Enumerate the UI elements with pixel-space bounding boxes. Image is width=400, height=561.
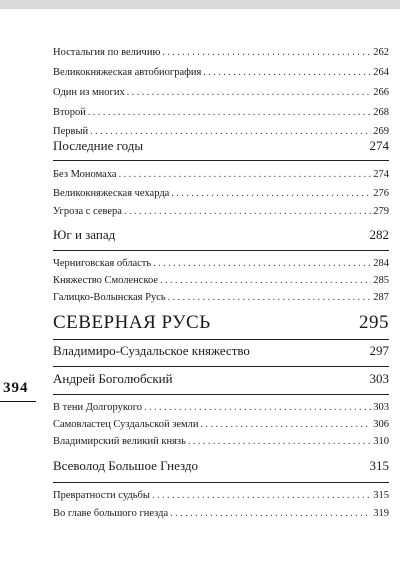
toc-entry-title: Владимирский великий князь [53,436,186,447]
toc-entry-page: 284 [373,258,389,269]
section-page: 297 [369,343,389,358]
toc-entry-title: Превратности судьбы [53,490,150,501]
toc-entry-title: Великокняжеская автобиография [53,67,202,78]
toc-entry[interactable] [53,86,389,100]
leader-dots [168,291,372,305]
leader-dots [144,401,371,415]
section-title: Последние годы [53,138,144,153]
leader-dots [153,257,371,271]
toc-entry-page: 279 [373,206,389,217]
page-number: 394 [3,380,29,396]
toc-entry-title: Во главе большого гнезда [53,508,169,519]
section-heading-south-west[interactable] [53,227,389,243]
toc-entry[interactable] [53,489,389,503]
toc-entry[interactable] [53,274,389,288]
toc-entry-page: 266 [373,87,389,98]
part-heading-north[interactable] [53,312,389,334]
toc-entry-page: 264 [373,67,389,78]
section-page: 282 [369,227,389,242]
section-title: Всеволод Большое Гнездо [53,458,199,473]
leader-dots [170,507,371,521]
toc-entry[interactable] [53,435,389,449]
toc-entry-page: 310 [373,436,389,447]
leader-dots [152,489,371,503]
leader-dots [88,106,371,120]
toc-entry[interactable] [53,125,389,139]
toc-entry-title: Черниговская область [53,258,152,269]
section-divider [53,160,389,161]
section-heading-andrei[interactable] [53,371,389,387]
toc-entry[interactable] [53,66,389,80]
section-page: 315 [369,458,389,473]
scan-edge [0,0,400,9]
toc-entry-title: Первый [53,126,89,137]
toc-entry-title: Без Мономаха [53,169,117,180]
toc-entry[interactable] [53,187,389,201]
toc-entry-title: Угроза с севера [53,206,122,217]
section-page: 274 [369,138,389,153]
toc-entry-page: 287 [373,292,389,303]
toc-entry-title: Великокняжеская чехарда [53,188,170,199]
toc-entry-page: 285 [373,275,389,286]
leader-dots [162,46,371,60]
toc-entry-page: 269 [373,126,389,137]
toc-entry[interactable] [53,106,389,120]
leader-dots [90,125,371,139]
part-page: 295 [359,312,389,333]
toc-entry[interactable] [53,205,389,219]
leader-dots [127,86,372,100]
toc-entry[interactable] [53,168,389,182]
section-divider [53,482,389,483]
toc-entry-title: Ностальгия по величию [53,47,161,58]
leader-dots [171,187,371,201]
toc-entry-title: Галицко-Волынская Русь [53,292,166,303]
toc-entry-title: В тени Долгорукого [53,402,143,413]
toc-entry[interactable] [53,46,389,60]
toc-entry-page: 306 [373,419,389,430]
toc-entry[interactable] [53,291,389,305]
leader-dots [188,435,371,449]
leader-dots [160,274,371,288]
toc-entry-page: 276 [373,188,389,199]
section-divider [53,250,389,251]
section-title: Юг и запад [53,227,116,242]
page-number-underline [0,401,36,402]
section-title: Владимиро-Суздальское княжество [53,343,250,358]
toc-entry[interactable] [53,257,389,271]
toc-entry-page: 262 [373,47,389,58]
toc-entry-title: Второй [53,107,86,118]
section-heading-vsevolod[interactable] [53,458,389,474]
section-page: 303 [369,371,389,386]
section-heading-vladimir[interactable] [53,343,389,359]
toc-entry-page: 315 [373,490,389,501]
toc-entry-page: 319 [373,508,389,519]
toc-entry-page: 274 [373,169,389,180]
leader-dots [203,66,371,80]
toc-entry-title: Самовластец Суздальской земли [53,419,199,430]
toc-entry-title: Один из многих [53,87,125,98]
toc-entry-title: Княжество Смоленское [53,275,159,286]
part-title: СЕВЕРНАЯ РУСЬ [53,312,211,333]
leader-dots [201,418,372,432]
toc-entry[interactable] [53,507,389,521]
toc-entry[interactable] [53,418,389,432]
section-divider [53,366,389,367]
toc-entry-page: 268 [373,107,389,118]
section-divider [53,339,389,340]
section-heading-last-years[interactable] [53,138,389,154]
section-title: Андрей Боголюбский [53,371,173,386]
leader-dots [124,205,371,219]
toc-entry-page: 303 [373,402,389,413]
toc-entry[interactable] [53,401,389,415]
section-divider [53,394,389,395]
leader-dots [119,168,372,182]
